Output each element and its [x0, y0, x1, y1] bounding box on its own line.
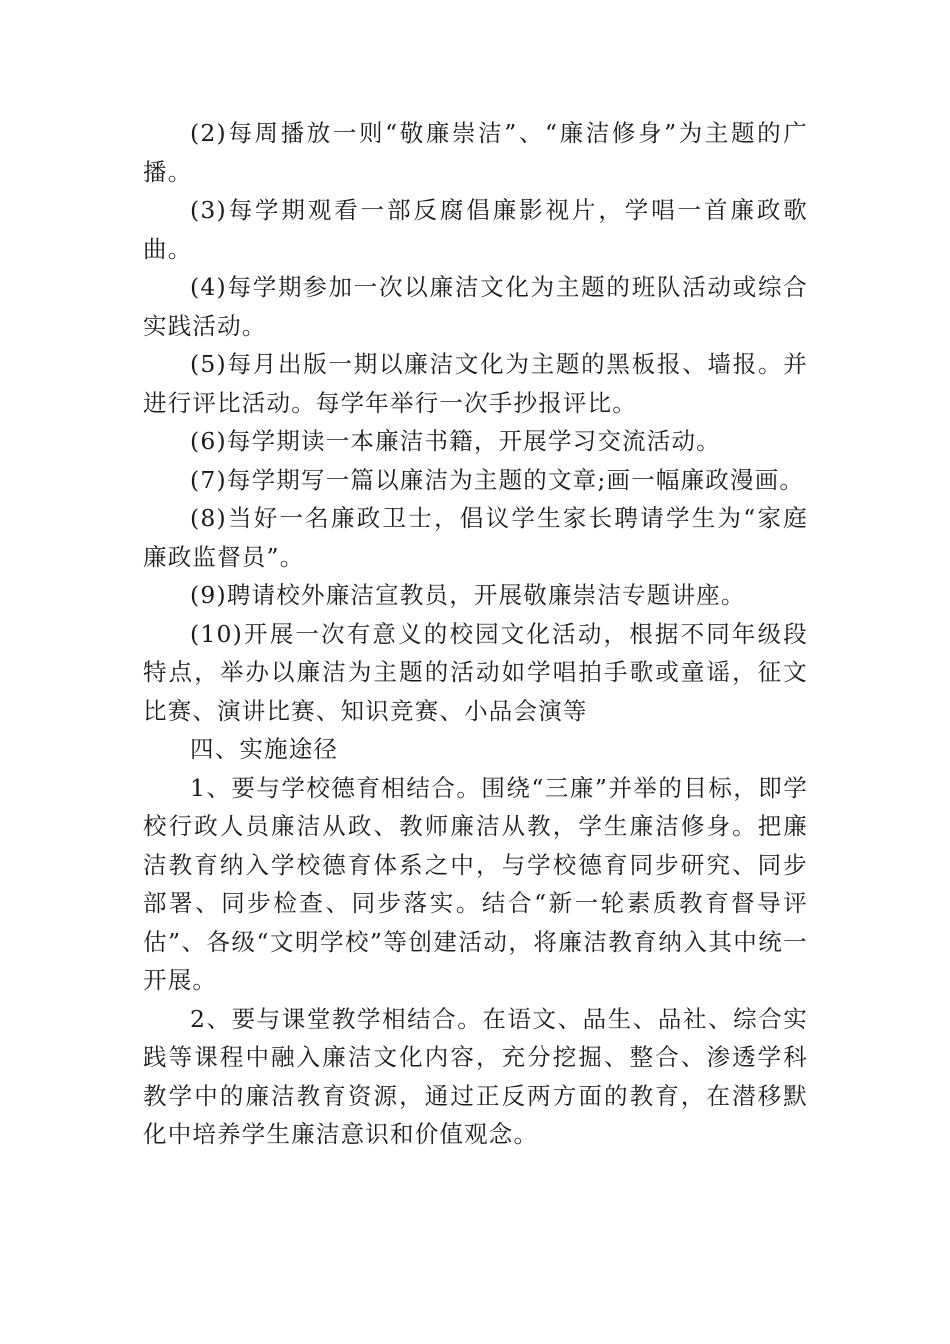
- paragraph-item-6-books: (6)每学期读一本廉洁书籍，开展学习交流活动。: [190, 427, 721, 455]
- paragraph-item-10-campus-culture: (10)开展一次有意义的校园文化活动，根据不同年级段特点，举办以廉洁为主题的活动如学唱拍手歌或童谣，征文比赛、演讲比赛、知识竞赛、小品会演等: [143, 619, 808, 725]
- section-heading-implementation: 四、实施途径: [190, 735, 339, 763]
- paragraph-item-9-lecture: (9)聘请校外廉洁宣教员，开展敬廉崇洁专题讲座。: [190, 581, 746, 609]
- paragraph-item-5-blackboard: (5)每月出版一期以廉洁文化为主题的黑板报、墙报。并进行评比活动。每学年举行一次手抄报评比。: [143, 350, 808, 417]
- paragraph-item-8-guardian: (8)当好一名廉政卫士，倡议学生家长聘请学生为“家庭廉政监督员”。: [143, 504, 808, 571]
- paragraph-item-7-essay: (7)每学期写一篇以廉洁为主题的文章;画一幅廉政漫画。: [190, 465, 805, 494]
- paragraph-approach-1-moral-education: 1、要与学校德育相结合。围绕“三廉”并举的目标，即学校行政人员廉洁从政、教师廉洁从教，学生廉洁修身。把廉洁教育纳入学校德育体系之中，与学校德育同步研究、同步部署、同步检查、同步落实。结合“新一轮素质教育督导评估”、各级“文明学校”等创建活动，将廉洁教育纳入其中统一开展。: [143, 773, 808, 994]
- paragraph-item-4-class-activity: (4)每学期参加一次以廉洁文化为主题的班队活动或综合实践活动。: [143, 273, 808, 340]
- paragraph-item-2-broadcast: (2)每周播放一则“敬廉崇洁”、“廉洁修身”为主题的广播。: [143, 119, 808, 186]
- paragraph-item-3-film: (3)每学期观看一部反腐倡廉影视片，学唱一首廉政歌曲。: [143, 196, 808, 263]
- paragraph-approach-2-classroom: 2、要与课堂教学相结合。在语文、品生、品社、综合实践等课程中融入廉洁文化内容，充分挖掘、整合、渗透学科教学中的廉洁教育资源，通过正反两方面的教育，在潜移默化中培养学生廉洁意识和价值观念。: [143, 1004, 808, 1148]
- document-body: [143, 114, 808, 1154]
